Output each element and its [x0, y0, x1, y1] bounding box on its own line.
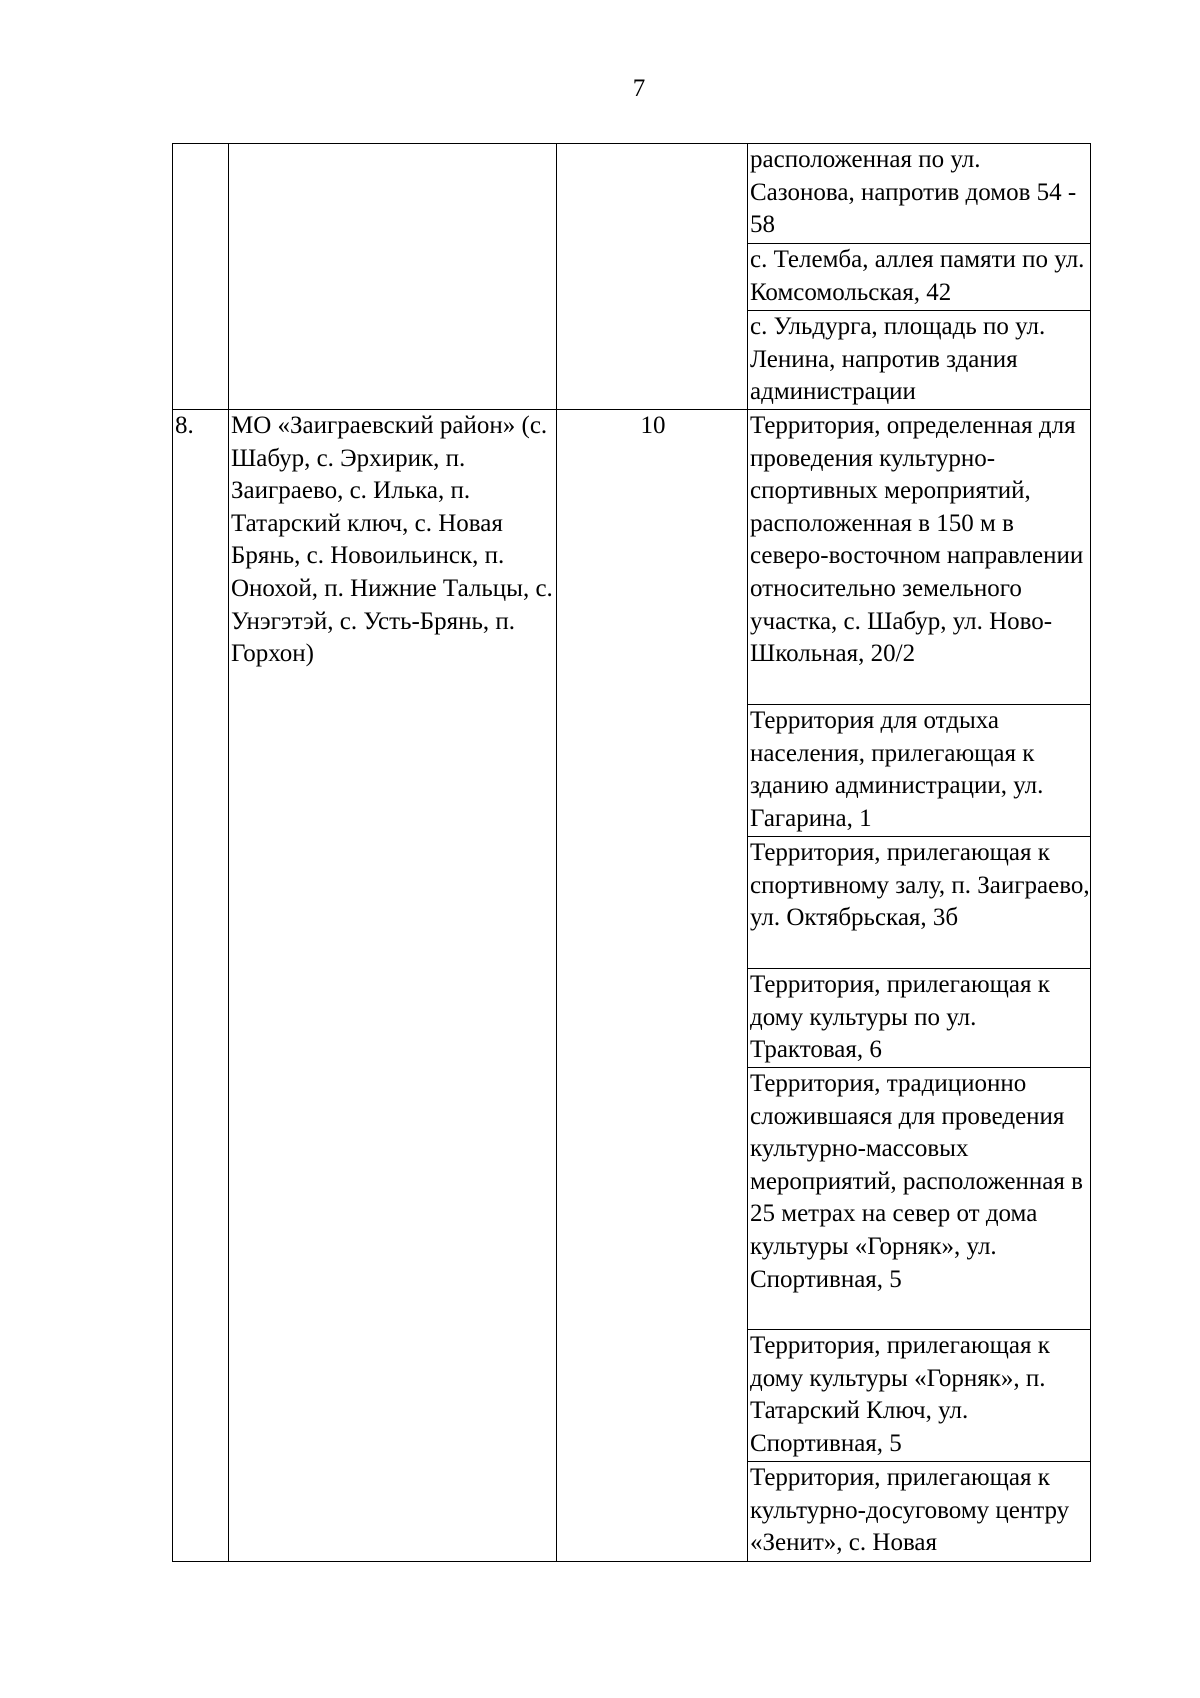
- number-cell: 8.: [173, 410, 229, 1562]
- place-cell: Территория, определенная для проведения культурно-спортивных мероприятий, расположенная в 150 м в северо-восточном направлении относительно земельного участка, с. Шабур, ул. Ново-Школьная, 20/2: [748, 410, 1091, 705]
- number-cell: [173, 144, 229, 410]
- page-number: 7: [632, 75, 646, 102]
- table-row: [173, 410, 1091, 705]
- place-cell: Территория, прилегающая к спортивному залу, п. Заиграево, ул. Октябрьская, 3б: [748, 837, 1091, 969]
- count-cell: [557, 144, 748, 410]
- place-cell: Территория, традиционно сложившаяся для проведения культурно-массовых мероприятий, расположенная в 25 метрах на север от дома культуры «Горняк», ул. Спортивная, 5: [748, 1068, 1091, 1330]
- locations-table: [172, 143, 1091, 1562]
- place-cell: с. Телемба, аллея памяти по ул. Комсомольская, 42: [748, 244, 1091, 311]
- place-cell: Территория, прилегающая к дому культуры «Горняк», п. Татарский Ключ, ул. Спортивная, 5: [748, 1330, 1091, 1462]
- place-cell: Территория, прилегающая к культурно-досуговому центру «Зенит», с. Новая: [748, 1462, 1091, 1562]
- place-cell: с. Ульдурга, площадь по ул. Ленина, напротив здания администрации: [748, 311, 1091, 410]
- municipality-cell: МО «Заиграевский район» (с. Шабур, с. Эрхирик, п. Заиграево, с. Илька, п. Татарский ключ, с. Новая Брянь, с. Новоильинск, п. Онохой, п. Нижние Тальцы, с. Унэгэтэй, с. Усть-Брянь, п. Горхон): [229, 410, 557, 1562]
- place-cell: расположенная по ул. Сазонова, напротив домов 54 - 58: [748, 144, 1091, 244]
- count-cell: 10: [557, 410, 748, 1562]
- municipality-cell: [229, 144, 557, 410]
- table-row: [173, 144, 1091, 244]
- place-cell: Территория, прилегающая к дому культуры по ул. Трактовая, 6: [748, 969, 1091, 1068]
- place-cell: Территория для отдыха населения, прилегающая к зданию администрации, ул. Гагарина, 1: [748, 705, 1091, 837]
